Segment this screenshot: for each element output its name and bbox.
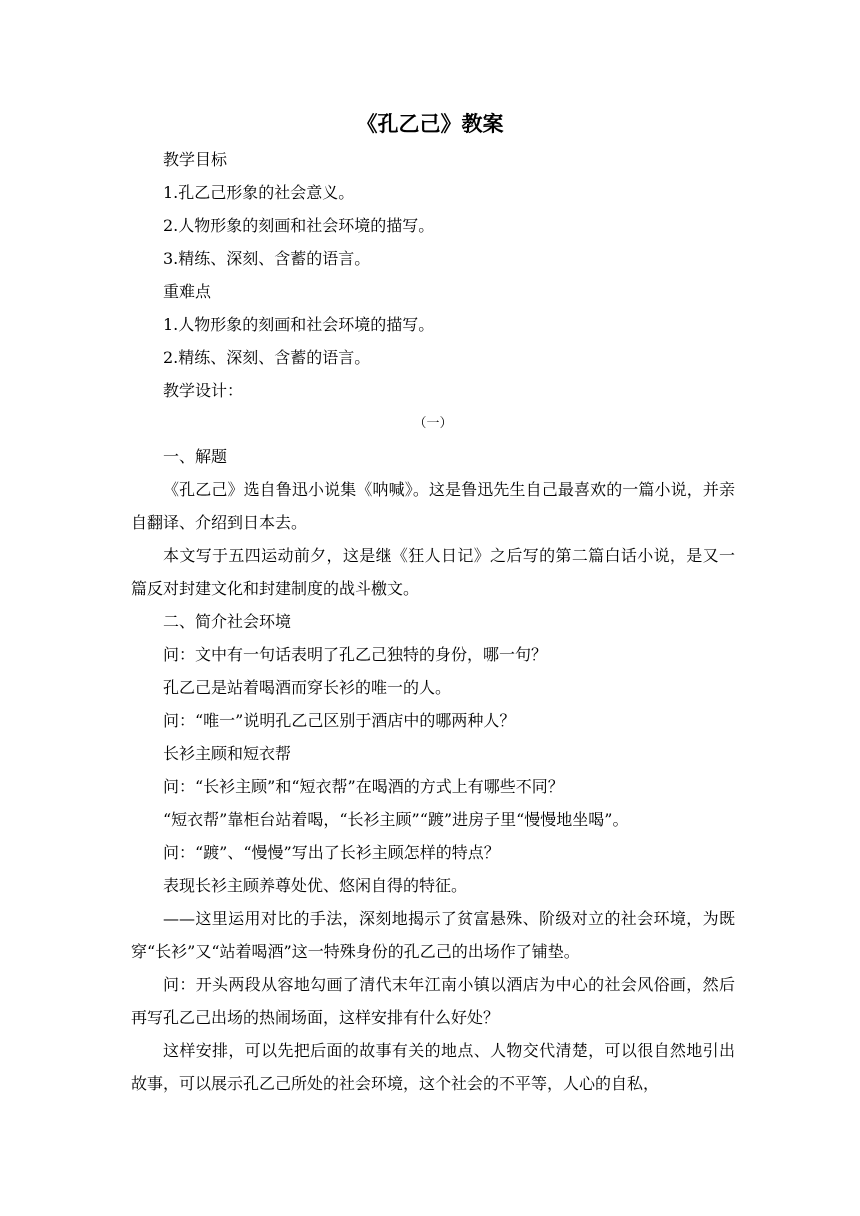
answer-paragraph: 孔乙己是站着喝酒而穿长衫的唯一的人。	[163, 678, 452, 697]
key-point-1: 1.人物形象的刻画和社会环境的描写。	[163, 315, 435, 334]
goal-item-2: 2.人物形象的刻画和社会环境的描写。	[163, 216, 435, 235]
goal-item-3: 3.精练、深刻、含蓄的语言。	[163, 249, 371, 268]
answer-paragraph: “短衣帮”靠柜台站着喝，“长衫主顾”“踱”进房子里“慢慢地坐喝”。	[163, 810, 629, 829]
body-paragraph: 《孔乙己》选自鲁迅小说集《呐喊》。这是鲁迅先生自己最喜欢的一篇小说，并亲自翻译、介绍到日本去。	[131, 480, 735, 532]
heading-teaching-design: 教学设计：	[163, 381, 244, 400]
key-point-2: 2.精练、深刻、含蓄的语言。	[163, 348, 371, 367]
question-paragraph: 问：“唯一”说明孔乙己区别于酒店中的哪两种人？	[163, 711, 516, 730]
section-heading-social-environment: 二、简介社会环境	[163, 612, 292, 631]
body-paragraph: 本文写于五四运动前夕，这是继《狂人日记》之后写的第二篇白话小说，是又一篇反对封建文化和封建制度的战斗檄文。	[131, 546, 735, 598]
answer-paragraph: 表现长衫主顾养尊处优、悠闲自得的特征。	[163, 876, 468, 895]
section-heading-title-analysis: 一、解题	[163, 447, 228, 466]
heading-teaching-goals: 教学目标	[163, 150, 228, 169]
question-paragraph: 问：文中有一句话表明了孔乙己独特的身份，哪一句？	[163, 645, 548, 664]
question-paragraph: 问：开头两段从容地勾画了清代末年江南小镇以酒店为中心的社会风俗画，然后再写孔乙己出场的热闹场面，这样安排有什么好处？	[131, 975, 735, 1027]
section-number: （一）	[413, 416, 453, 431]
document-body	[131, 143, 735, 1100]
goal-item-1: 1.孔乙己形象的社会意义。	[163, 183, 355, 202]
body-paragraph: ——这里运用对比的手法，深刻地揭示了贫富悬殊、阶级对立的社会环境，为既穿“长衫”又“站着喝酒”这一特殊身份的孔乙己的出场作了铺垫。	[131, 909, 735, 961]
answer-paragraph: 长衫主顾和短衣帮	[163, 744, 292, 763]
answer-paragraph: 这样安排，可以先把后面的故事有关的地点、人物交代清楚，可以很自然地引出故事，可以展示孔乙己所处的社会环境，这个社会的不平等，人心的自私，	[131, 1041, 735, 1093]
question-paragraph: 问：“踱”、“慢慢”写出了长衫主顾怎样的特点？	[163, 843, 500, 862]
heading-key-points: 重难点	[163, 282, 212, 301]
question-paragraph: 问：“长衫主顾”和“短衣帮”在喝酒的方式上有哪些不同？	[163, 777, 564, 796]
document-title: 《孔乙己》教案	[356, 111, 504, 136]
